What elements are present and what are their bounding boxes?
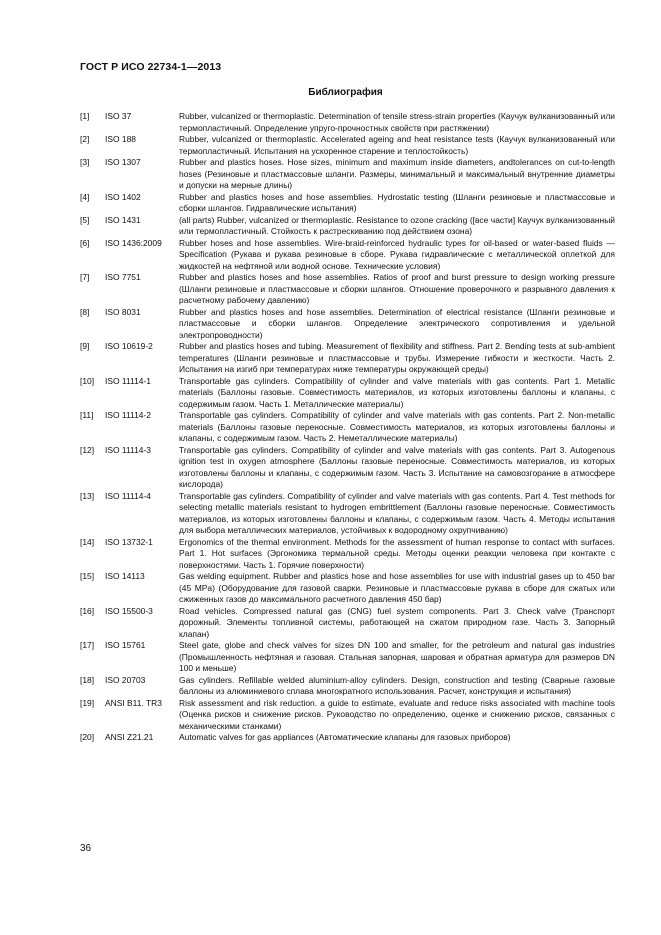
section-title — [0, 87, 661, 98]
standard-header: ГОСТ Р ИСО 22734-1—2013 — [80, 61, 222, 73]
entry-number: [5] — [80, 214, 90, 225]
bibliography-list — [80, 111, 615, 744]
bibliography-entry — [80, 537, 615, 572]
entry-title: Transportable gas cylinders. Compatibility of cylinder and valve materials with gas contents. Part 2. Non-metallic materials (Баллоны газовые переносные. Совместимость материалов, из которых изготовлены баллоны и клапаны, с содержимым газом. Часть 2. Неметаллические материалы) — [179, 410, 615, 443]
entry-standard-code: ISO 188 — [105, 134, 136, 144]
bibliography-entry — [80, 111, 615, 134]
entry-number: [3] — [80, 157, 90, 167]
entry-title: Road vehicles. Compressed natural gas (CNG) fuel system components. Part 3. Check valve (Транспорт дорожный. Элементы топливной системы, работающей на сжатом природном газе. Часть 3. Запорный клапан) — [179, 605, 615, 639]
entry-number: [16] — [80, 605, 95, 616]
entry-title: Automatic valves for gas appliances (Автоматические клапаны для газовых приборов) — [179, 732, 511, 742]
entry-number: [11] — [80, 410, 94, 420]
entry-standard-code: ISO 10619-2 — [105, 341, 153, 351]
entry-title: Transportable gas cylinders. Compatibility of cylinder and valve materials with gas contents. Part 4. Test methods for selecting metallic materials resistant to hydrogen embrittlement (Баллоны газовые переносные. Совместимость материалов, из которых изготовлены баллоны и клапаны, с содержимым газом. Часть 4. Методы испытания для выбора металлических материалов, устойчивых к водородному охрупчиванию) — [179, 490, 615, 535]
entry-title: Transportable gas cylinders. Compatibility of cylinder and valve materials with gas contents. Part 3. Autogenous ignition test in oxygen atmosphere (Баллоны газовые переносные. Совместимость материалов, из которых изготовлены баллоны и клапаны, с содержимым газом. Часть 3. Испытание на самовозгорание в атмосфере кислорода) — [179, 444, 615, 489]
bibliography-entry — [80, 732, 615, 744]
entry-standard-code: ISO 37 — [105, 111, 132, 121]
entry-title: Rubber, vulcanized or thermoplastic. Accelerated ageing and heat resistance tests (Каучук вулканизованный или термопластичный. Испытания на ускоренное старение и теплостойкость) — [179, 134, 615, 156]
bibliography-entry — [80, 307, 615, 342]
entry-standard-code: ISO 1307 — [105, 157, 141, 167]
entry-standard-code: ISO 1402 — [105, 191, 141, 202]
bibliography-entry — [80, 410, 615, 445]
bibliography-entry — [80, 238, 615, 273]
entry-standard-code: ANSI Z21.21 — [105, 732, 154, 742]
entry-number: [1] — [80, 111, 90, 121]
entry-number: [12] — [80, 444, 95, 455]
entry-standard-code: ISO 13732-1 — [105, 536, 153, 547]
entry-standard-code: ISO 15500-3 — [105, 605, 153, 616]
entry-title: Transportable gas cylinders. Compatibility of cylinder and valve materials with gas contents. Part 1. Metallic materials (Баллоны газовые. Совместимость материалов, из которых изготовлены баллоны и клапаны, с содержимым газом. Часть 1. Металлические материалы) — [179, 375, 615, 409]
entry-title: Rubber and plastics hoses and hose assemblies. Hydrostatic testing (Шланги резиновые и пластмассовые и сборки шлангов. Гидравлические испытания) — [179, 191, 615, 213]
bibliography-entry — [80, 445, 615, 491]
entry-number: [7] — [80, 272, 90, 282]
entry-standard-code: ISO 11114-4 — [105, 490, 151, 501]
entry-standard-code: ISO 11114-2 — [105, 410, 151, 420]
entry-title: Rubber and plastics hoses and hose assemblies. Ratios of proof and burst pressure to design working pressure (Шланги резиновые и пластмассовые и сборки шлангов. Отношение проверочного и разрывного давления к расчетному рабочему давлению) — [179, 272, 615, 305]
entry-title: (all parts) Rubber, vulcanized or thermoplastic. Resistance to ozone cracking ([все части] Каучук вулканизованный или термопластичный. Стойкость к растрескиванию под действием озона) — [179, 214, 615, 236]
bibliography-entry — [80, 134, 615, 157]
bibliography-entry — [80, 157, 615, 192]
entry-title: Rubber, vulcanized or thermoplastic. Determination of tensile stress-strain properties (Каучук вулканизованный или термопластичный. Определение упруго-прочностных свойств при растяжении) — [179, 111, 615, 133]
entry-standard-code: ISO 1431 — [105, 214, 141, 225]
entry-title: Steel gate, globe and check valves for sizes DN 100 and smaller, for the petroleum and natural gas industries (Промышленность нефтяная и газовая. Стальная запорная, шаровая и обратная арматура для размеров DN 100 и меньше) — [179, 640, 615, 673]
entry-number: [15] — [80, 571, 95, 581]
section-title-text: Библиография — [308, 87, 383, 98]
entry-standard-code: ISO 20703 — [105, 674, 146, 685]
bibliography-entry — [80, 215, 615, 238]
entry-standard-code: ISO 15761 — [105, 640, 146, 650]
entry-number: [19] — [80, 697, 95, 708]
bibliography-entry — [80, 341, 615, 376]
entry-number: [18] — [80, 674, 95, 685]
entry-standard-code: ISO 7751 — [105, 272, 141, 282]
entry-title: Rubber and plastics hoses and tubing. Measurement of flexibility and stiffness. Part 2. Bending tests at sub-ambient temperatures (Шланги резиновые и пластмассовые и трубы. Измерение гибкости и жесткости. Часть 2. Испытания на изгиб при температурах ниже температуры окружающей среды) — [179, 341, 615, 374]
entry-standard-code: ISO 11114-3 — [105, 444, 151, 455]
entry-title: Rubber and plastics hoses and hose assemblies. Determination of electrical resistance (Шланги резиновые и пластмассовые и сборки шлангов. Определение электрического сопротивления и удельной электропроводности) — [179, 306, 615, 340]
entry-number: [10] — [80, 375, 95, 386]
entry-standard-code: ISO 8031 — [105, 306, 141, 317]
bibliography-entry — [80, 606, 615, 641]
entry-title: Rubber hoses and hose assemblies. Wire-braid-reinforced hydraulic types for oil-based or water-based fluids — Specification (Рукава и рукава резиновые в сборе. Рукава гидравлические с металлической оплеткой для жидкостей на нефтяной или водной основе. Технические условия) — [179, 237, 615, 271]
page-number: 36 — [80, 843, 92, 854]
entry-title: Risk assessment and risk reduction. a guide to estimate, evaluate and reduce risks associated with machine tools (Оценка рисков и снижение рисков. Руководство по определению, оценке и снижению рисков, связанных с механическими станками) — [179, 697, 615, 731]
entry-number: [13] — [80, 490, 95, 501]
entry-number: [2] — [80, 134, 90, 144]
entry-standard-code: ANSI B11. TR3 — [105, 697, 162, 708]
entry-number: [4] — [80, 191, 90, 202]
entry-standard-code: ISO 1436:2009 — [105, 237, 162, 248]
bibliography-entry — [80, 272, 615, 307]
entry-standard-code: ISO 14113 — [105, 571, 145, 581]
entry-number: [14] — [80, 536, 95, 547]
bibliography-entry — [80, 640, 615, 675]
bibliography-entry — [80, 698, 615, 733]
entry-title: Gas welding equipment. Rubber and plastics hose and hose assemblies for use with industrial gases up to 450 bar (45 MPa) (Оборудование для газовой сварки. Резиновые и пластмассовые рукава в сборе для сжатых или сжиженных газов до максимального расчетного давления 450 бар) — [179, 571, 615, 604]
entry-number: [20] — [80, 732, 95, 742]
entry-title: Gas cylinders. Refillable welded aluminium-alloy cylinders. Design, construction and testing (Сварные газовые баллоны из алюминиевого сплава многократного использования. Расчет, конструкция и испытания) — [179, 674, 615, 696]
entry-number: [8] — [80, 306, 90, 317]
entry-number: [17] — [80, 640, 95, 650]
entry-number: [9] — [80, 341, 90, 351]
entry-title: Ergonomics of the thermal environment. Methods for the assessment of human response to contact with surfaces. Part 1. Hot surfaces (Эргономика термальной среды. Методы оценки реакции человека при контакте с поверхностями. Часть 1. Горячие поверхности) — [179, 536, 615, 570]
bibliography-entry — [80, 192, 615, 215]
bibliography-entry — [80, 491, 615, 537]
entry-standard-code: ISO 11114-1 — [105, 375, 151, 386]
entry-number: [6] — [80, 237, 90, 248]
bibliography-entry — [80, 376, 615, 411]
bibliography-entry — [80, 675, 615, 698]
entry-title: Rubber and plastics hoses. Hose sizes, minimum and maximum inside diameters, andtolerances on cut-to-length hoses (Резиновые и пластмассовые шланги. Размеры, минимальный и максимальный внутренние диаметры и допуски на мерные длины) — [179, 157, 615, 190]
bibliography-entry — [80, 571, 615, 606]
